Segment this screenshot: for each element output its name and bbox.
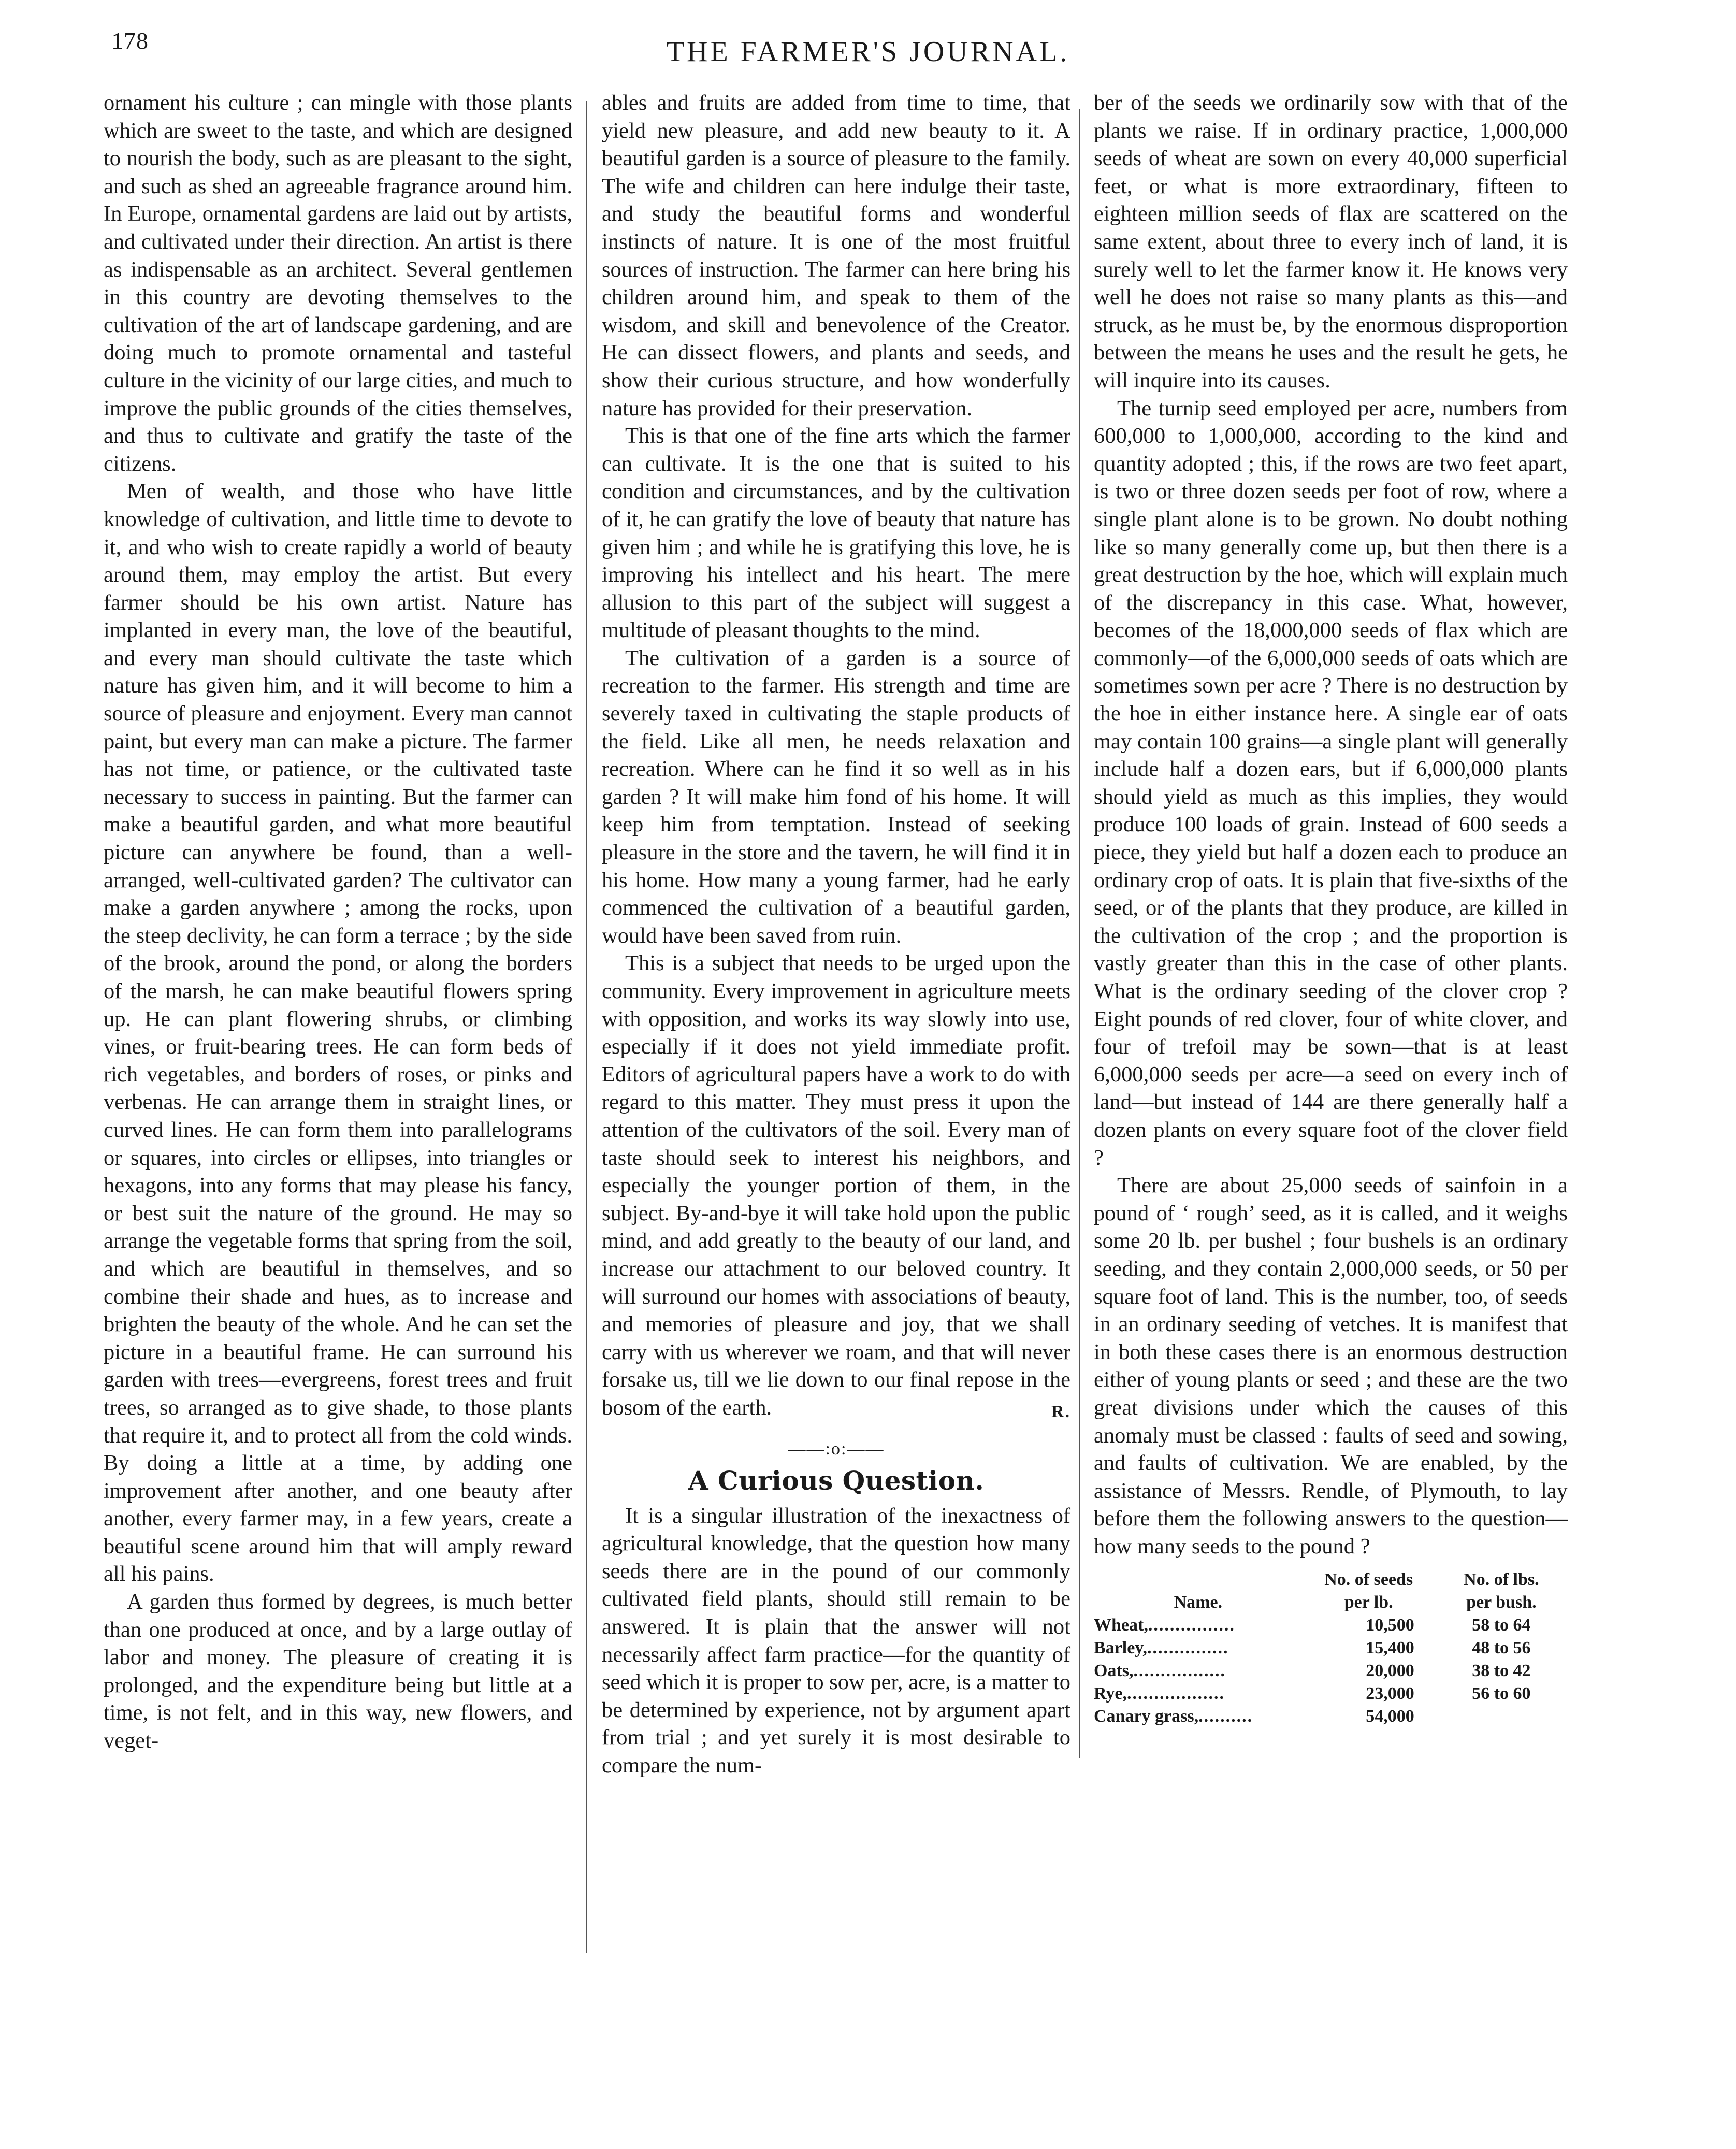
paragraph: ornament his culture ; can mingle with those plants which are sweet to the taste, and which are designed to nourish the body, such as are pleasant to the sight, and such as shed an agreeable fragrance around him. In Europe, ornamental gardens are laid out by artists, and cultivated under their direction. An artist is there as indispensable as an architect. Several gentlemen in this country are devoting themselves to the cultivation of the art of landscape gardening, and are doing much to promote ornamental and tasteful culture in the vicinity of our large cities, and much to improve the public grounds of the cities themselves, and thus to cultivate and gratify the taste of the citizens. (104, 91, 572, 476)
header-lbs-per-bushel: No. of lbs. per bush. (1464, 1570, 1539, 1612)
cell-seeds: 10,500 (1366, 1616, 1414, 1635)
header-seeds-per-lb: No. of seeds per lb. (1324, 1570, 1413, 1612)
paragraph: The turnip seed employed per acre, numbers from 600,000 to 1,000,000, according to the kind and quantity adopted ; this, if the rows are two feet apart, is two or three dozen seeds per foot of row, where a single plant alone is to be grown. No doubt nothing like so many generally come up, but then there is a great destruction by the hoe, which will explain much of the discrepancy in this case. What, however, becomes of the 18,000,000 seeds of flax which are commonly—of the 6,000,000 seeds of oats which are sometimes sown per acre ? There is no destruction by the hoe in either instance here. A single ear of oats may contain 100 grains—a single plant will generally include half a dozen ears, but if 6,000,000 plants should yield as much as this implies, they would produce 100 loads of grain. Instead of 600 seeds a piece, they yield but half a dozen each to produce an ordinary crop of oats. It is plain that five-sixths of the seed, or of the plants that they produce, are killed in the cultivation of the crop ; and the proportion is vastly greater than this in the case of other plants. What is the ordinary seeding of the clover crop ? Eight pounds of red clover, four of white clover, and four of trefoil may be sown—that is at least 6,000,000 seeds per acre—a seed on every inch of land—but instead of 144 are there generally half a dozen plants on every square foot of the clover field ? (1094, 396, 1568, 1170)
paragraph: The cultivation of a garden is a source of recreation to the farmer. His strength and time are severely taxed in cultivating the staple products of the field. Like all men, he needs relaxation and recreation. Where can he find it so well as in his garden ? It will make him fond of his home. It will keep him from temptation. Instead of seeking pleasure in the store and the tavern, he will find it in his home. How many a young farmer, had he early commenced the cultivation of a beautiful garden, would have been saved from ruin. (602, 645, 1070, 948)
paragraph: There are about 25,000 seeds of sainfoin in a pound of ‘ rough’ seed, as it is called, and it weighs some 20 lb. per bushel ; four bushels is an ordinary seeding, and they contain 2,000,000 seeds, or 50 per square foot of land. This is the number, too, of seeds in an ordinary seeding of vetches. It is manifest that in both these cases there is an enormous destruction either of young plants or seed ; and these are the two great divisions under which the causes of this anomaly must be classed : faults of seed and sowing, and faults of cultivation. We are enabled, by the assistance of Messrs. Rendle, of Plymouth, to lay before them the following answers to the question—how many seeds to the pound ? (1094, 1173, 1568, 1559)
table-row (1094, 1637, 1568, 1660)
table-row (1094, 1705, 1568, 1728)
section-ornament: ——:o:—— (788, 1439, 885, 1459)
column-middle (602, 89, 1070, 1780)
cell-lbs: 58 to 64 (1472, 1616, 1531, 1635)
author-signature: R. (1051, 1402, 1070, 1421)
paragraph: It is a singular illustration of the inexactness of agricultural knowledge, that the question how many seeds there are in the pound of our commonly cultivated field plants, should still remain to be answered. It is plain that the answer will not necessarily affect farm practice—for the quantity of seed which it is proper to sow per, acre, is a matter to be determined by experience, not by argument apart from trial ; and yet surely it is most desirable to compare the num- (602, 1503, 1070, 1778)
cell-name: Rye,.................. (1094, 1684, 1225, 1704)
column-left (104, 89, 572, 1755)
table-row (1094, 1614, 1568, 1637)
journal-title: THE FARMER'S JOURNAL. (666, 36, 1070, 68)
paragraph-text: This is a subject that needs to be urged upon the community. Every improvement in agriculture meets with opposition, and works its way slowly into use, especially if it does not yield immediate profit. Editors of agricultural papers have a work to do with regard to this matter. They must press it upon the attention of the cultivators of the soil. Every man of taste should seek to interest his neighbors, and especially the younger portion of them, in the subject. By-and-bye it will take hold upon the public mind, and add greatly to the beauty of our land, and increase our attachment to our beloved country. It will surround our homes with associations of beauty, and memories of pleasure and joy, that we shall carry with us wherever we roam, and that will never forsake us, till we lie down to our final repose in the bosom of the earth. (602, 951, 1070, 1420)
cell-name: Barley,............... (1094, 1638, 1229, 1658)
table-row (1094, 1682, 1568, 1705)
paragraph: A garden thus formed by degrees, is much better than one produced at once, and by a large outlay of labor and money. The pleasure of creating it is prolonged, and the expenditure being but little at a time, is not felt, and in this way, new flowers, and veget- (104, 1590, 572, 1753)
column-divider (586, 101, 587, 1953)
article-title: A Curious Question. (688, 1465, 985, 1496)
cell-name: Canary grass,.......... (1094, 1707, 1253, 1726)
cell-lbs: 38 to 42 (1472, 1661, 1531, 1681)
cell-seeds: 54,000 (1366, 1707, 1414, 1726)
cell-lbs: 56 to 60 (1472, 1684, 1531, 1704)
page-number: 178 (111, 27, 149, 54)
table-row (1094, 1660, 1568, 1682)
cell-lbs: 48 to 56 (1472, 1638, 1531, 1658)
cell-name: Wheat,................ (1094, 1616, 1235, 1635)
cell-seeds: 23,000 (1366, 1684, 1414, 1704)
paragraph: Men of wealth, and those who have little knowledge of cultivation, and little time to devote to it, and who wish to create rapidly a world of beauty around them, may employ the artist. But every farmer should be his own artist. Nature has implanted in every man, the love of the beautiful, and every man should cultivate the taste which nature has given him, and it will become to him a source of pleasure and enjoyment. Every man cannot paint, but every man can make a picture. The farmer has not time, or patience, or the cultivated taste necessary to success in painting. But the farmer can make a beautiful garden, and what more beautiful picture can anywhere be found, than a well-arranged, well-cultivated garden? The cultivator can make a garden anywhere ; among the rocks, upon the steep declivity, he can form a terrace ; by the side of the brook, around the pond, or along the borders of the marsh, he can make beautiful flowers spring up. He can plant flowering shrubs, or climbing vines, or fruit-bearing trees. He can form beds of rich vegetables, and borders of roses, or pinks and verbenas. He can arrange them in straight lines, or curved lines. He can form them into parallelograms or squares, into circles or ellipses, into triangles or hexagons, into any forms that may please his fancy, or best suit the nature of the ground. He may so arrange the vegetable forms that spring from the soil, and which are beautiful in themselves, and so combine their shade and hues, as to increase and brighten the beauty of the whole. And he can set the picture in a beautiful frame. He can surround his garden with trees—evergreens, forest trees and fruit trees, so arranged as to give shade, to those plants that require it, and to protect all from the cold winds. By doing a little at a time, by adding one improvement after another, and one beauty after another, every farmer may, in a few years, create a beautiful scene around him that will amply reward all his pains. (104, 479, 572, 1586)
seed-count-table (1094, 1568, 1568, 1728)
column-right (1094, 89, 1568, 1728)
header-name: Name. (1174, 1593, 1223, 1612)
cell-lbs (1435, 1705, 1568, 1728)
table-header-row (1094, 1568, 1568, 1614)
paragraph: ables and fruits are added from time to time, that yield new pleasure, and add new beauty to it. A beautiful garden is a source of pleasure to the family. The wife and children can here indulge their taste, and study the beautiful forms and wonderful instincts of nature. It is one of the most fruitful sources of instruction. The farmer can here bring his children around him, and speak to them of the wisdom, and skill and benevolence of the Creator. He can dissect flowers, and plants and seeds, and show their curious structure, and how wonderfully nature has provided for their preservation. (602, 91, 1070, 421)
cell-seeds: 20,000 (1366, 1661, 1414, 1681)
column-divider (1079, 109, 1080, 1758)
paragraph: This is that one of the fine arts which the farmer can cultivate. It is the one that is suited to his condition and circumstances, and by the cultivation of it, he can gratify the love of beauty that nature has given him ; and while he is gratifying this love, he is improving his intellect and his heart. The mere allusion to this part of the subject will suggest a multitude of pleasant thoughts to the mind. (602, 424, 1070, 643)
cell-name: Oats,................. (1094, 1661, 1226, 1681)
cell-seeds: 15,400 (1366, 1638, 1414, 1658)
paragraph (602, 949, 1070, 1421)
paragraph: ber of the seeds we ordinarily sow with that of the plants we raise. If in ordinary practice, 1,000,000 seeds of wheat are sown on every 40,000 superficial feet, or what is more extraordinary, fifteen to eighteen million seeds of flax are scattered on the same extent, about three to every inch of land, it is surely well to let the farmer know it. He knows very well he does not raise so many plants as this—and struck, as he must be, by the enormous disproportion between the means he uses and the result he gets, he will inquire into its causes. (1094, 91, 1568, 393)
